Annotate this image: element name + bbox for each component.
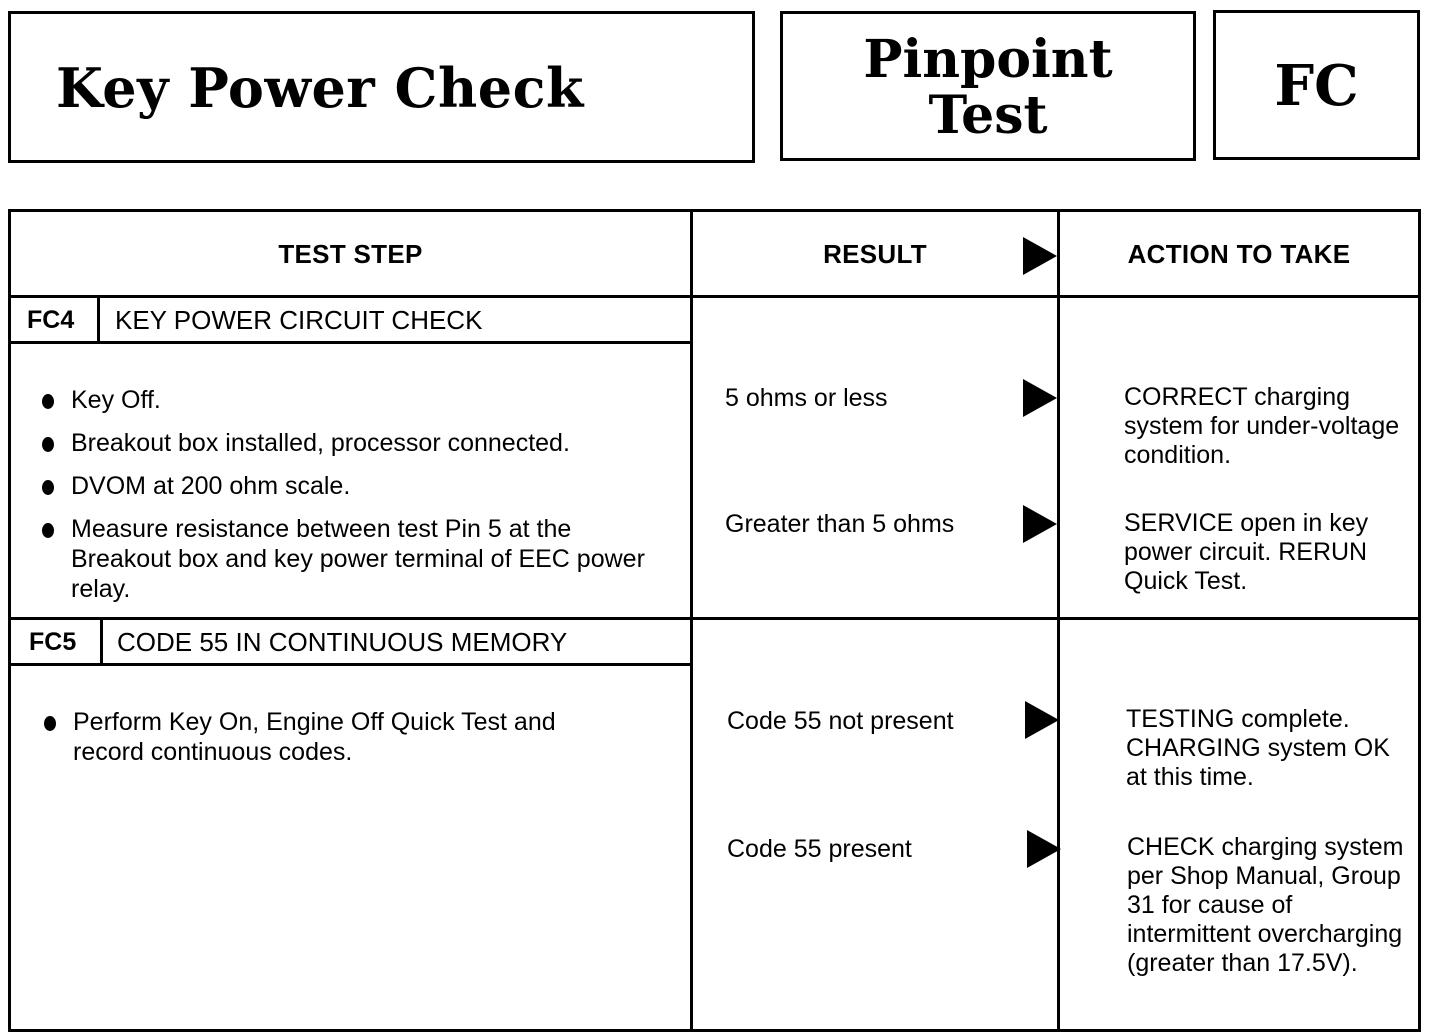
- test-type-label: [783, 29, 1193, 146]
- instruction-item: DVOM at 200 ohm scale.: [39, 471, 679, 501]
- action-text: SERVICE open in key power circuit. RERUN Quick Test.: [1124, 509, 1369, 595]
- step-id-divider: [100, 620, 103, 665]
- column-header-result: RESULT: [823, 238, 927, 269]
- step-id: FC5: [29, 628, 77, 656]
- action-text: CHECK charging system per Shop Manual, Group 31 for cause of intermittent overcharging (greater than 17.5V).: [1127, 833, 1404, 977]
- instruction-item: Measure resistance between test Pin 5 at the Breakout box and key power terminal of EEC power relay.: [39, 514, 651, 604]
- header-divider: [11, 295, 1418, 298]
- test-code-box: [1213, 10, 1420, 160]
- step-title: CODE 55 IN CONTINUOUS MEMORY: [117, 627, 568, 657]
- step-title-divider: [11, 663, 693, 666]
- arrow-right-icon: [1025, 701, 1059, 739]
- column-header-test-step: TEST STEP: [278, 238, 423, 269]
- column-header-action: ACTION TO TAKE: [1127, 238, 1351, 269]
- test-code: FC: [1274, 53, 1359, 119]
- title-box: [8, 11, 755, 163]
- step-id: FC4: [27, 306, 75, 334]
- instruction-item: Breakout box installed, processor connected.: [39, 428, 679, 458]
- arrow-right-icon: [1023, 505, 1057, 543]
- test-type-box: [780, 11, 1196, 161]
- result-text: Code 55 not present: [727, 707, 954, 735]
- instruction-item: Perform Key On, Engine Off Quick Test and record continuous codes.: [41, 707, 621, 767]
- result-text: Greater than 5 ohms: [725, 510, 955, 538]
- step-instructions: [41, 707, 621, 780]
- test-type-line-1: Pinpoint: [863, 29, 1113, 90]
- step-divider: [11, 617, 1418, 620]
- result-text: Code 55 present: [727, 835, 912, 863]
- result-text: 5 ohms or less: [725, 384, 888, 412]
- action-text: TESTING complete. CHARGING system OK at this time.: [1126, 705, 1390, 791]
- pinpoint-test-table: [8, 209, 1421, 1032]
- step-instructions: [39, 385, 679, 617]
- column-divider: [1057, 212, 1060, 1029]
- page-title: Key Power Check: [56, 56, 584, 120]
- action-text: CORRECT charging system for under-voltage condition.: [1124, 383, 1400, 469]
- test-type-line-2: Test: [928, 85, 1048, 146]
- arrow-right-icon: [1023, 379, 1057, 417]
- step-id-divider: [97, 298, 100, 343]
- step-title-divider: [11, 341, 690, 344]
- column-divider: [690, 212, 693, 1029]
- instruction-item: Key Off.: [39, 385, 679, 415]
- arrow-right-icon: [1027, 830, 1061, 868]
- arrow-right-icon: [1023, 237, 1057, 275]
- step-title: KEY POWER CIRCUIT CHECK: [115, 305, 483, 335]
